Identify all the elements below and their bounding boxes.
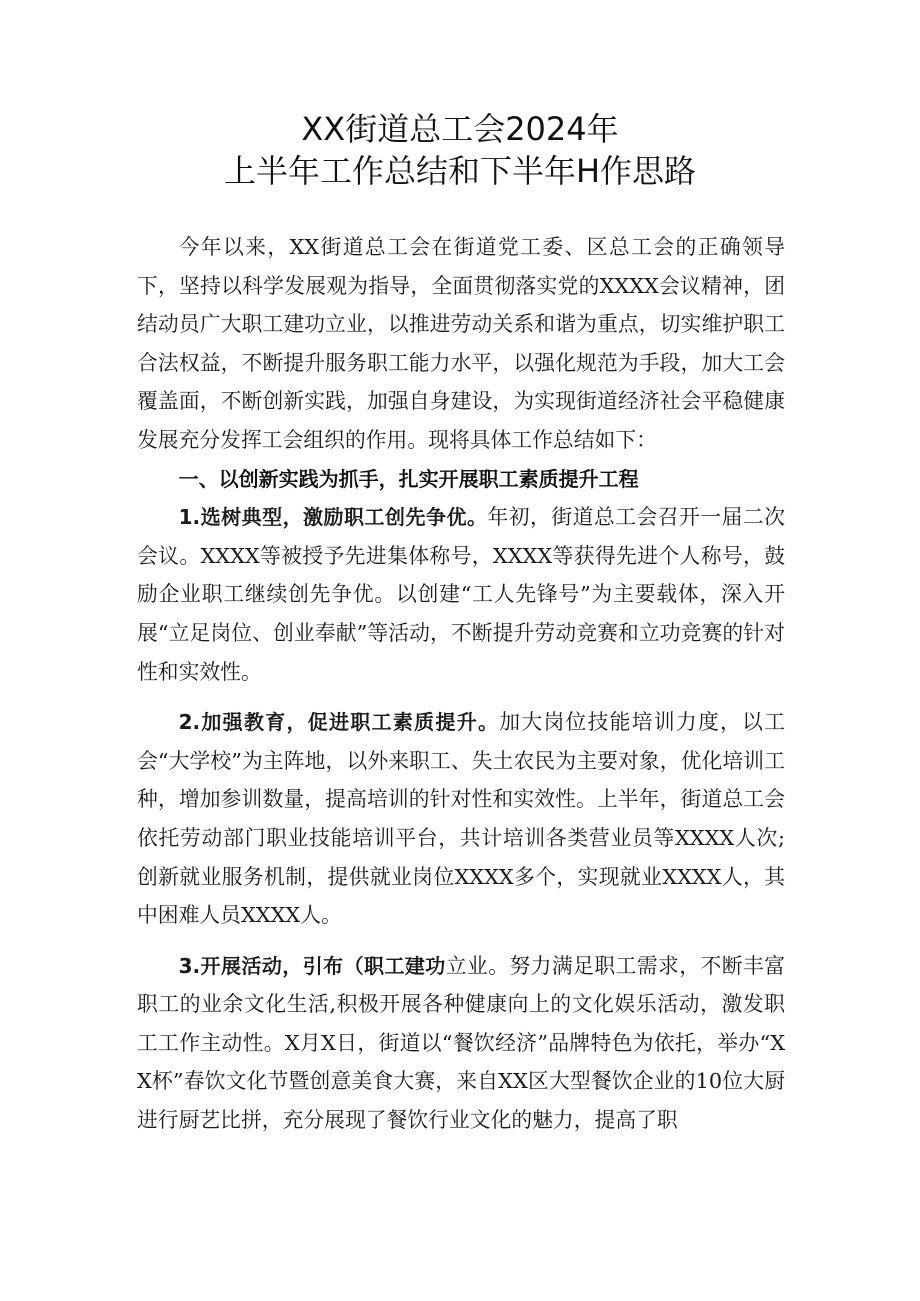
item-text-3: 立业。努力满足职工需求，不断丰富职工的业余文化生活,积极开展各种健康向上的文化娱乐活动，激发职工工作主动性。X月X日，街道以“餐饮经济”品牌特色为依托，举办“XX杯”春饮文化节暨创意美食大赛，来自XX区大型餐饮企业的10位大厨进行厨艺比拼，充分展现了餐饮行业文化的魅力，提高了职 <box>137 953 785 1133</box>
item-text-1: 年初，街道总工会召开一届二次会议。XXXX等被授予先进集体称号，XXXX等获得先进个人称号，鼓励企业职工继续创先争优。以创建“工人先锋号”为主要载体，深入开展“立足岗位、创业奉献”等活动，不断提升劳动竞赛和立功竞赛的针对性和实效性。 <box>137 505 785 684</box>
paragraph-gap <box>137 935 785 947</box>
document-title-line1: XX街道总工会2024年 <box>301 110 619 148</box>
section1-heading: 一、以创新实践为抓手，扎实开展职工素质提升工程 <box>178 466 639 491</box>
item-title-3: .开展活动，引布（职工建功 <box>192 953 446 978</box>
item-number-3: 3 <box>178 953 193 978</box>
item-paragraph-3 <box>137 947 785 1140</box>
item-title-2: .加强教育，促进职工素质提升。 <box>192 710 500 735</box>
item-paragraph-2 <box>137 703 785 935</box>
document-body <box>137 228 785 1140</box>
item-number-1: 1 <box>178 505 193 530</box>
item-title-1: .选树典型，激励职工创先争优。 <box>192 505 488 530</box>
paragraph-gap <box>137 691 785 703</box>
item-number-2: 2 <box>178 710 193 735</box>
item-paragraph-1 <box>137 498 785 691</box>
item-text-2: 加大岗位技能培训力度，以工会“大学校”为主阵地，以外来职工、失土农民为主要对象，优化培训工种，增加参训数量，提高培训的针对性和实效性。上半年，街道总工会依托劳动部门职业技能培训平台，共计培训各类营业员等XXXX人次;创新就业服务机制，提供就业岗位XXXX多个，实现就业XXXX人，其中困难人员XXXX人。 <box>137 710 785 928</box>
intro-paragraph: 今年以来，XX街道总工会在街道党工委、区总工会的正确领导下，坚持以科学发展观为指导，全面贯彻落实党的XXXX会议精神，团结动员广大职工建功立业，以推进劳动关系和谐为重点，切实维护职工合法权益，不断提升服务职工能力水平，以强化规范为手段，加大工会覆盖面，不断创新实践，加强自身建设，为实现街道经济社会平稳健康发展充分发挥工会组织的作用。现将具体工作总结如下： <box>137 235 785 452</box>
document-title-line2: 上半年工作总结和下半年H作思路 <box>223 152 697 190</box>
